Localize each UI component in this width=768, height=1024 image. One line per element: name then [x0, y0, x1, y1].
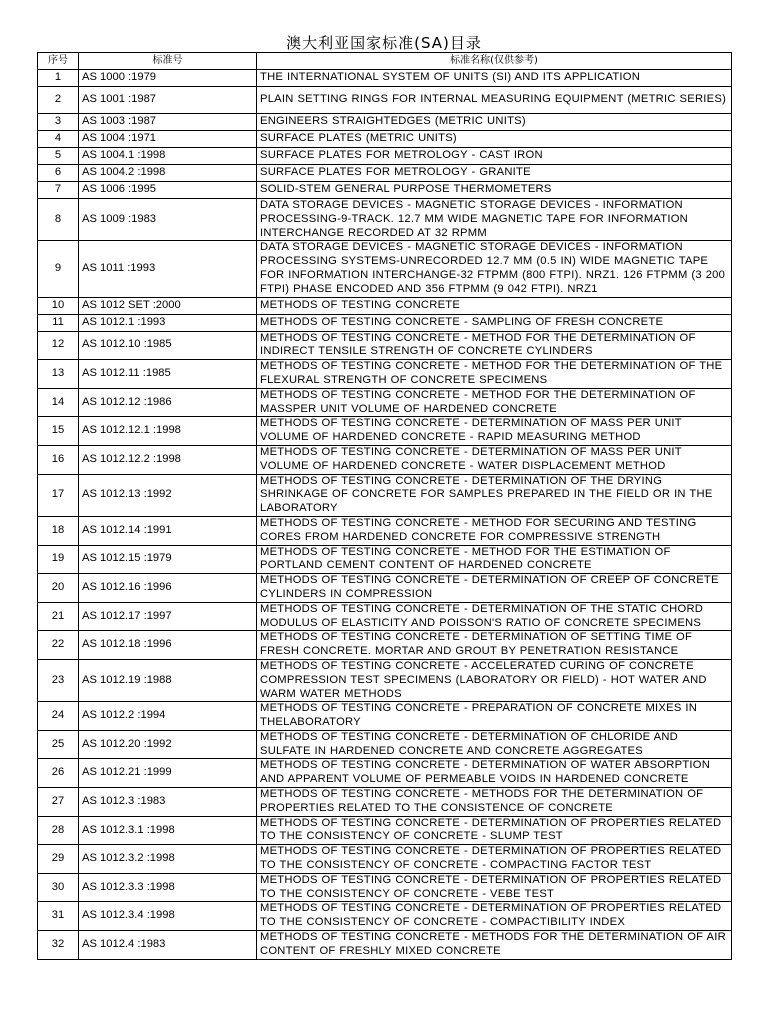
table-row — [38, 516, 732, 545]
table-row — [38, 631, 732, 660]
table-row — [38, 241, 732, 297]
standard-number: AS 1012.12 :1986 — [79, 388, 257, 417]
standard-number: AS 1012.2 :1994 — [79, 702, 257, 731]
standards-table — [37, 52, 732, 960]
table-row — [38, 574, 732, 603]
table-row — [38, 659, 732, 701]
table-row — [38, 474, 732, 516]
table-row — [38, 545, 732, 574]
table-row — [38, 730, 732, 759]
table-row — [38, 199, 732, 241]
table-row — [38, 702, 732, 731]
standard-name: THE INTERNATIONAL SYSTEM OF UNITS (SI) AND ITS APPLICATION — [257, 70, 732, 87]
row-number: 25 — [38, 730, 79, 759]
row-number: 23 — [38, 659, 79, 701]
table-header-row — [38, 53, 732, 70]
row-number: 1 — [38, 70, 79, 87]
standard-name: METHODS OF TESTING CONCRETE - METHOD FOR THE DETERMINATION OF INDIRECT TENSILE STRENGTH OF CONCRETE CYLINDERS — [257, 331, 732, 360]
standard-number: AS 1012.11 :1985 — [79, 360, 257, 389]
standard-number: AS 1012.12.1 :1998 — [79, 417, 257, 446]
row-number: 29 — [38, 845, 79, 874]
table-row — [38, 788, 732, 817]
table-row — [38, 873, 732, 902]
table-row — [38, 388, 732, 417]
page-title: 澳大利亚国家标准(SA)目录 — [286, 34, 482, 52]
standard-number: AS 1012.3.4 :1998 — [79, 902, 257, 931]
standard-name: METHODS OF TESTING CONCRETE - PREPARATION OF CONCRETE MIXES IN THELABORATORY — [257, 702, 732, 731]
standard-name: METHODS OF TESTING CONCRETE — [257, 297, 732, 314]
standard-name: METHODS OF TESTING CONCRETE - METHOD FOR THE DETERMINATION OF THE FLEXURAL STRENGTH OF CONCRETE SPECIMENS — [257, 360, 732, 389]
table-row — [38, 845, 732, 874]
table-row — [38, 70, 732, 87]
standard-number: AS 1003 :1987 — [79, 114, 257, 131]
row-number: 9 — [38, 241, 79, 297]
standard-number: AS 1012.19 :1988 — [79, 659, 257, 701]
row-number: 8 — [38, 199, 79, 241]
standard-name: ENGINEERS STRAIGHTEDGES (METRIC UNITS) — [257, 114, 732, 131]
row-number: 13 — [38, 360, 79, 389]
standard-name: METHODS OF TESTING CONCRETE - METHOD FOR THE ESTIMATION OF PORTLAND CEMENT CONTENT OF HARDENED CONCRETE — [257, 545, 732, 574]
standard-number: AS 1012.15 :1979 — [79, 545, 257, 574]
standard-name: METHODS OF TESTING CONCRETE - METHODS FOR THE DETERMINATION OF AIR CONTENT OF FRESHLY MIXED CONCRETE — [257, 931, 732, 960]
standard-number: AS 1006 :1995 — [79, 182, 257, 199]
column-header-standard: 标准号 — [79, 53, 257, 70]
standard-number: AS 1012.21 :1999 — [79, 759, 257, 788]
table-row — [38, 297, 732, 314]
column-header-no: 序号 — [38, 53, 79, 70]
standard-name: METHODS OF TESTING CONCRETE - DETERMINATION OF THE DRYING SHRINKAGE OF CONCRETE FOR SAMPLES PREPARED IN THE FIELD OR IN THE LABORATORY — [257, 474, 732, 516]
standard-name: METHODS OF TESTING CONCRETE - DETERMINATION OF PROPERTIES RELATED TO THE CONSISTENCY OF CONCRETE - SLUMP TEST — [257, 816, 732, 845]
table-row — [38, 331, 732, 360]
standard-number: AS 1012.1 :1993 — [79, 314, 257, 331]
standard-name: METHODS OF TESTING CONCRETE - METHOD FOR SECURING AND TESTING CORES FROM HARDENED CONCRETE FOR COMPRESSIVE STRENGTH — [257, 516, 732, 545]
standard-name: DATA STORAGE DEVICES - MAGNETIC STORAGE DEVICES - INFORMATION PROCESSING SYSTEMS-UNRECORDED 12.7 MM (0.5 IN) WIDE MAGNETIC TAPE FOR INFORMATION INTERCHANGE-32 FTPMM (800 FTPI). NRZ1. 126 FTPMM (3 200 FTPI) PHASE ENCODED AND 356 FTPMM (9 042 FTPI). NRZ1 — [257, 241, 732, 297]
standard-number: AS 1012.17 :1997 — [79, 602, 257, 631]
row-number: 10 — [38, 297, 79, 314]
row-number: 2 — [38, 87, 79, 114]
row-number: 28 — [38, 816, 79, 845]
standard-name: METHODS OF TESTING CONCRETE - DETERMINATION OF MASS PER UNIT VOLUME OF HARDENED CONCRETE - RAPID MEASURING METHOD — [257, 417, 732, 446]
standard-name: METHODS OF TESTING CONCRETE - DETERMINATION OF PROPERTIES RELATED TO THE CONSISTENCY OF CONCRETE - COMPACTIBILITY INDEX — [257, 902, 732, 931]
row-number: 26 — [38, 759, 79, 788]
row-number: 24 — [38, 702, 79, 731]
table-row — [38, 314, 732, 331]
standard-number: AS 1001 :1987 — [79, 87, 257, 114]
row-number: 32 — [38, 931, 79, 960]
standard-number: AS 1012.3.2 :1998 — [79, 845, 257, 874]
standard-name: PLAIN SETTING RINGS FOR INTERNAL MEASURING EQUIPMENT (METRIC SERIES) — [257, 87, 732, 114]
standard-name: SOLID-STEM GENERAL PURPOSE THERMOMETERS — [257, 182, 732, 199]
standard-number: AS 1012.20 :1992 — [79, 730, 257, 759]
row-number: 17 — [38, 474, 79, 516]
table-row — [38, 182, 732, 199]
column-header-name: 标准名称(仅供参考) — [257, 53, 732, 70]
standard-name: METHODS OF TESTING CONCRETE - METHODS FOR THE DETERMINATION OF PROPERTIES RELATED TO THE CONSISTENCE OF CONCRETE — [257, 788, 732, 817]
table-row — [38, 114, 732, 131]
row-number: 27 — [38, 788, 79, 817]
row-number: 3 — [38, 114, 79, 131]
row-number: 31 — [38, 902, 79, 931]
standard-name: METHODS OF TESTING CONCRETE - DETERMINATION OF MASS PER UNIT VOLUME OF HARDENED CONCRETE - WATER DISPLACEMENT METHOD — [257, 445, 732, 474]
standard-number: AS 1009 :1983 — [79, 199, 257, 241]
row-number: 5 — [38, 148, 79, 165]
standard-name: METHODS OF TESTING CONCRETE - SAMPLING OF FRESH CONCRETE — [257, 314, 732, 331]
row-number: 11 — [38, 314, 79, 331]
table-row — [38, 360, 732, 389]
standard-number: AS 1012.10 :1985 — [79, 331, 257, 360]
row-number: 19 — [38, 545, 79, 574]
row-number: 4 — [38, 131, 79, 148]
standard-number: AS 1012.3 :1983 — [79, 788, 257, 817]
standard-number: AS 1012.18 :1996 — [79, 631, 257, 660]
row-number: 21 — [38, 602, 79, 631]
standard-name: METHODS OF TESTING CONCRETE - DETERMINATION OF THE STATIC CHORD MODULUS OF ELASTICITY AND POISSON'S RATIO OF CONCRETE SPECIMENS — [257, 602, 732, 631]
table-row — [38, 87, 732, 114]
standard-number: AS 1012.14 :1991 — [79, 516, 257, 545]
standard-name: SURFACE PLATES (METRIC UNITS) — [257, 131, 732, 148]
row-number: 7 — [38, 182, 79, 199]
row-number: 6 — [38, 165, 79, 182]
standard-number: AS 1004.2 :1998 — [79, 165, 257, 182]
standard-number: AS 1012.3.3 :1998 — [79, 873, 257, 902]
table-row — [38, 165, 732, 182]
standard-number: AS 1012 SET :2000 — [79, 297, 257, 314]
standard-number: AS 1012.12.2 :1998 — [79, 445, 257, 474]
row-number: 12 — [38, 331, 79, 360]
standard-number: AS 1012.4 :1983 — [79, 931, 257, 960]
table-row — [38, 148, 732, 165]
standard-number: AS 1004.1 :1998 — [79, 148, 257, 165]
standard-number: AS 1011 :1993 — [79, 241, 257, 297]
table-row — [38, 902, 732, 931]
table-row — [38, 131, 732, 148]
row-number: 18 — [38, 516, 79, 545]
standard-name: SURFACE PLATES FOR METROLOGY - CAST IRON — [257, 148, 732, 165]
standard-name: METHODS OF TESTING CONCRETE - DETERMINATION OF SETTING TIME OF FRESH CONCRETE. MORTAR AND GROUT BY PENETRATION RESISTANCE — [257, 631, 732, 660]
row-number: 16 — [38, 445, 79, 474]
standard-name: METHODS OF TESTING CONCRETE - DETERMINATION OF WATER ABSORPTION AND APPARENT VOLUME OF PERMEABLE VOIDS IN HARDENED CONCRETE — [257, 759, 732, 788]
standard-number: AS 1000 :1979 — [79, 70, 257, 87]
standard-name: DATA STORAGE DEVICES - MAGNETIC STORAGE DEVICES - INFORMATION PROCESSING-9-TRACK. 12.7 MM WIDE MAGNETIC TAPE FOR INFORMATION INTERCHANGE RECORDED AT 32 RPMM — [257, 199, 732, 241]
table-row — [38, 417, 732, 446]
table-row — [38, 931, 732, 960]
table-row — [38, 759, 732, 788]
table-row — [38, 445, 732, 474]
standard-name: SURFACE PLATES FOR METROLOGY - GRANITE — [257, 165, 732, 182]
standard-name: METHODS OF TESTING CONCRETE - DETERMINATION OF PROPERTIES RELATED TO THE CONSISTENCY OF CONCRETE - COMPACTING FACTOR TEST — [257, 845, 732, 874]
standard-number: AS 1004 :1971 — [79, 131, 257, 148]
table-row — [38, 816, 732, 845]
row-number: 20 — [38, 574, 79, 603]
standard-number: AS 1012.13 :1992 — [79, 474, 257, 516]
standard-name: METHODS OF TESTING CONCRETE - DETERMINATION OF CHLORIDE AND SULFATE IN HARDENED CONCRETE AND CONCRETE AGGREGATES — [257, 730, 732, 759]
standard-name: METHODS OF TESTING CONCRETE - DETERMINATION OF CREEP OF CONCRETE CYLINDERS IN COMPRESSION — [257, 574, 732, 603]
standard-name: METHODS OF TESTING CONCRETE - DETERMINATION OF PROPERTIES RELATED TO THE CONSISTENCY OF CONCRETE - VEBE TEST — [257, 873, 732, 902]
row-number: 14 — [38, 388, 79, 417]
row-number: 22 — [38, 631, 79, 660]
standard-name: METHODS OF TESTING CONCRETE - METHOD FOR THE DETERMINATION OF MASSPER UNIT VOLUME OF HARDENED CONCRETE — [257, 388, 732, 417]
row-number: 30 — [38, 873, 79, 902]
standard-number: AS 1012.3.1 :1998 — [79, 816, 257, 845]
table-row — [38, 602, 732, 631]
standard-number: AS 1012.16 :1996 — [79, 574, 257, 603]
standard-name: METHODS OF TESTING CONCRETE - ACCELERATED CURING OF CONCRETE COMPRESSION TEST SPECIMENS (LABORATORY OR FIELD) - HOT WATER AND WARM WATER METHODS — [257, 659, 732, 701]
row-number: 15 — [38, 417, 79, 446]
